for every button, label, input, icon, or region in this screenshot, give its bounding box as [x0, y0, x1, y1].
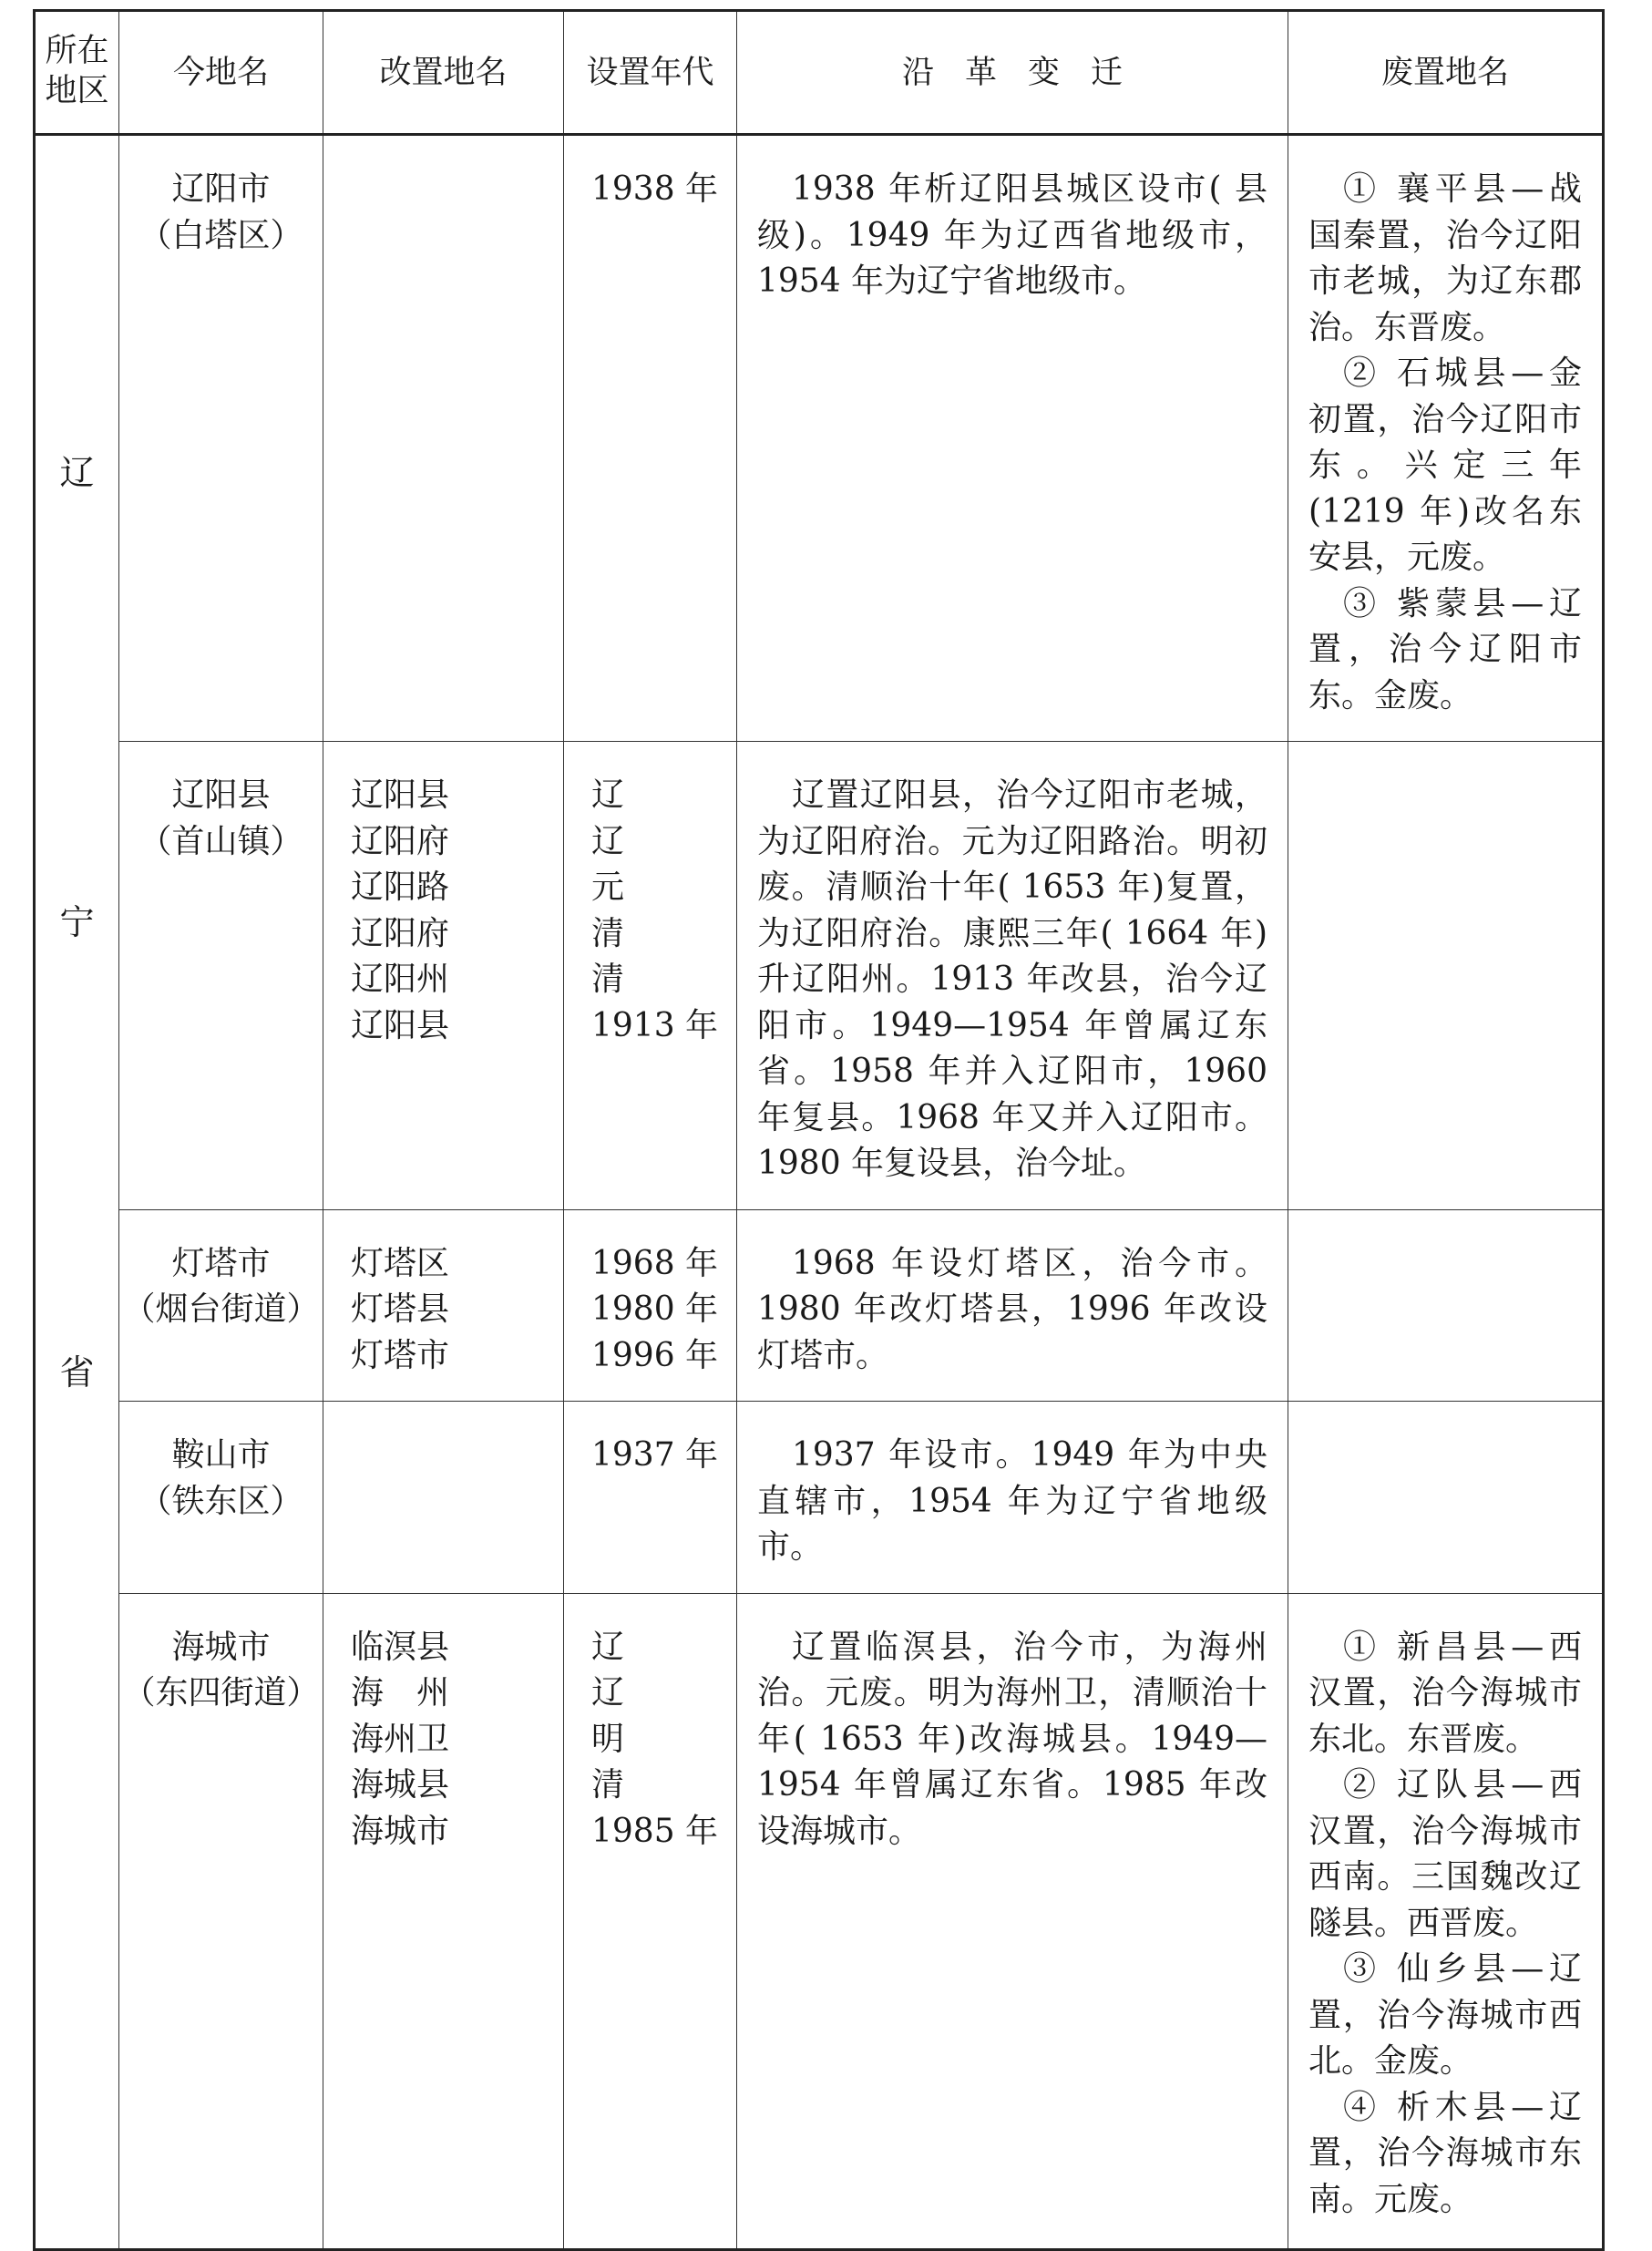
- table-row: [35, 135, 1604, 742]
- header-region: 所在地区: [35, 11, 119, 135]
- era-cell: [564, 742, 737, 1210]
- abolished-item: ① 新昌县—西汉置，治今海城市东北。东晋废。: [1308, 1628, 1582, 1758]
- abolished-item: ② 辽队县—西汉置，治今海城市西南。三国魏改辽隧县。西晋废。: [1308, 1766, 1582, 1942]
- current-name-cell: [119, 135, 323, 742]
- former-name: 辽阳州: [351, 961, 450, 998]
- former-name: 辽阳府: [351, 914, 450, 952]
- era-item: 清: [591, 1766, 625, 1804]
- seat-name: （铁东区）: [139, 1482, 303, 1520]
- header-history: 沿革变迁: [737, 11, 1288, 135]
- era-cell: [564, 1402, 737, 1594]
- table-row: [35, 742, 1604, 1210]
- former-name: 海城市: [351, 1812, 450, 1850]
- table-row: [35, 1209, 1604, 1402]
- abolished-item: ① 襄平县—战国秦置，治今辽阳市老城，为辽东郡治。东晋废。: [1308, 170, 1582, 346]
- header-abolished: 废置地名: [1288, 11, 1604, 135]
- current-name-cell: [119, 1402, 323, 1594]
- current-name-cell: [119, 1593, 323, 2249]
- era-item: 清: [591, 914, 625, 952]
- header-era: 设置年代: [564, 11, 737, 135]
- era-item: 清: [591, 961, 625, 998]
- header-current-name: 今地名: [119, 11, 323, 135]
- history-cell: [737, 742, 1288, 1210]
- current-name: 鞍山市: [171, 1436, 271, 1474]
- abolished-item: ③ 紫蒙县—辽置，治今辽阳市东。金废。: [1308, 584, 1582, 714]
- former-name: 灯塔市: [351, 1336, 450, 1374]
- header-row: [35, 11, 1604, 135]
- current-name: 海城市: [171, 1628, 271, 1666]
- history-cell: [737, 1402, 1288, 1594]
- current-name-cell: [119, 742, 323, 1210]
- era-item: 1985 年: [591, 1812, 719, 1850]
- era-item: 辽: [591, 776, 625, 814]
- region-char: 辽: [59, 453, 95, 494]
- history-text: 1968 年设灯塔区，治今市。1980 年改灯塔县，1996 年改设灯塔市。: [757, 1244, 1267, 1374]
- current-name: 灯塔市: [171, 1244, 271, 1282]
- era-item: 1938 年: [591, 170, 719, 208]
- region-cell: [35, 135, 119, 2250]
- era-item: 明: [591, 1720, 625, 1758]
- era-cell: [564, 1209, 737, 1402]
- era-item: 1937 年: [591, 1436, 719, 1474]
- gazetteer-table: [33, 9, 1605, 2251]
- era-item: 辽: [591, 1674, 625, 1711]
- era-item: 元: [591, 869, 625, 906]
- abolished-cell: [1288, 135, 1604, 742]
- former-names-cell: [323, 1593, 564, 2249]
- abolished-cell: [1288, 1593, 1604, 2249]
- era-cell: [564, 135, 737, 742]
- current-name-cell: [119, 1209, 323, 1402]
- history-cell: [737, 135, 1288, 742]
- former-names-cell: [323, 1402, 564, 1594]
- header-former-names: 改置地名: [323, 11, 564, 135]
- former-name: 辽阳县: [351, 1006, 450, 1044]
- history-text: 辽置临溟县，治今市，为海州治。元废。明为海州卫，清顺治十年( 1653 年)改海城县。1949—1954 年曾属辽东省。1985 年改设海城市。: [757, 1628, 1267, 1850]
- history-text: 辽置辽阳县，治今辽阳市老城，为辽阳府治。元为辽阳路治。明初废。清顺治十年( 1653 年)复置，为辽阳府治。康熙三年( 1664 年)升辽阳州。1913 年改县，治今辽阳市。1949—1954 年曾属辽东省。1958 年并入辽阳市，1960 年复县。1968 年又并入辽阳市。1980 年复设县，治今址。: [757, 776, 1267, 1182]
- former-name: 灯塔区: [351, 1244, 450, 1282]
- history-cell: [737, 1209, 1288, 1402]
- seat-name: （东四街道）: [122, 1674, 320, 1711]
- era-item: 1968 年: [591, 1244, 719, 1282]
- current-name: 辽阳县: [171, 776, 271, 814]
- former-name: 海州卫: [351, 1720, 450, 1758]
- seat-name: （首山镇）: [139, 822, 303, 860]
- former-name: 辽阳县: [351, 776, 450, 814]
- history-cell: [737, 1593, 1288, 2249]
- era-item: 1980 年: [591, 1290, 719, 1328]
- abolished-item: ④ 析木县—辽置，治今海城市东南。元废。: [1308, 2088, 1582, 2218]
- region-char: 省: [59, 1352, 95, 1393]
- former-name: 灯塔县: [351, 1290, 450, 1328]
- former-names-cell: [323, 742, 564, 1210]
- region-char: 宁: [59, 902, 95, 943]
- former-name: 辽阳路: [351, 869, 450, 906]
- former-names-cell: [323, 135, 564, 742]
- era-item: 辽: [591, 822, 625, 860]
- abolished-cell: [1288, 742, 1604, 1210]
- seat-name: （白塔区）: [139, 216, 303, 254]
- history-text: 1938 年析辽阳县城区设市( 县级)。1949 年为辽西省地级市，1954 年为辽宁省地级市。: [757, 170, 1267, 300]
- era-item: 辽: [591, 1628, 625, 1666]
- former-name: 辽阳府: [351, 822, 450, 860]
- abolished-item: ② 石城县—金初置，治今辽阳市东。兴定三年(1219 年)改名东安县，元废。: [1308, 355, 1582, 576]
- former-name: 海 州: [351, 1674, 450, 1711]
- seat-name: （烟台街道）: [122, 1290, 320, 1328]
- former-name: 海城县: [351, 1766, 450, 1804]
- former-name: 临溟县: [351, 1628, 450, 1666]
- abolished-item: ③ 仙乡县—辽置，治今海城市西北。金废。: [1308, 1950, 1582, 2080]
- era-item: 1913 年: [591, 1006, 719, 1044]
- table-row: [35, 1593, 1604, 2249]
- abolished-cell: [1288, 1402, 1604, 1594]
- era-item: 1996 年: [591, 1336, 719, 1374]
- history-text: 1937 年设市。1949 年为中央直辖市，1954 年为辽宁省地级市。: [757, 1436, 1267, 1566]
- former-names-cell: [323, 1209, 564, 1402]
- abolished-cell: [1288, 1209, 1604, 1402]
- era-cell: [564, 1593, 737, 2249]
- table-row: [35, 1402, 1604, 1594]
- current-name: 辽阳市: [171, 170, 271, 208]
